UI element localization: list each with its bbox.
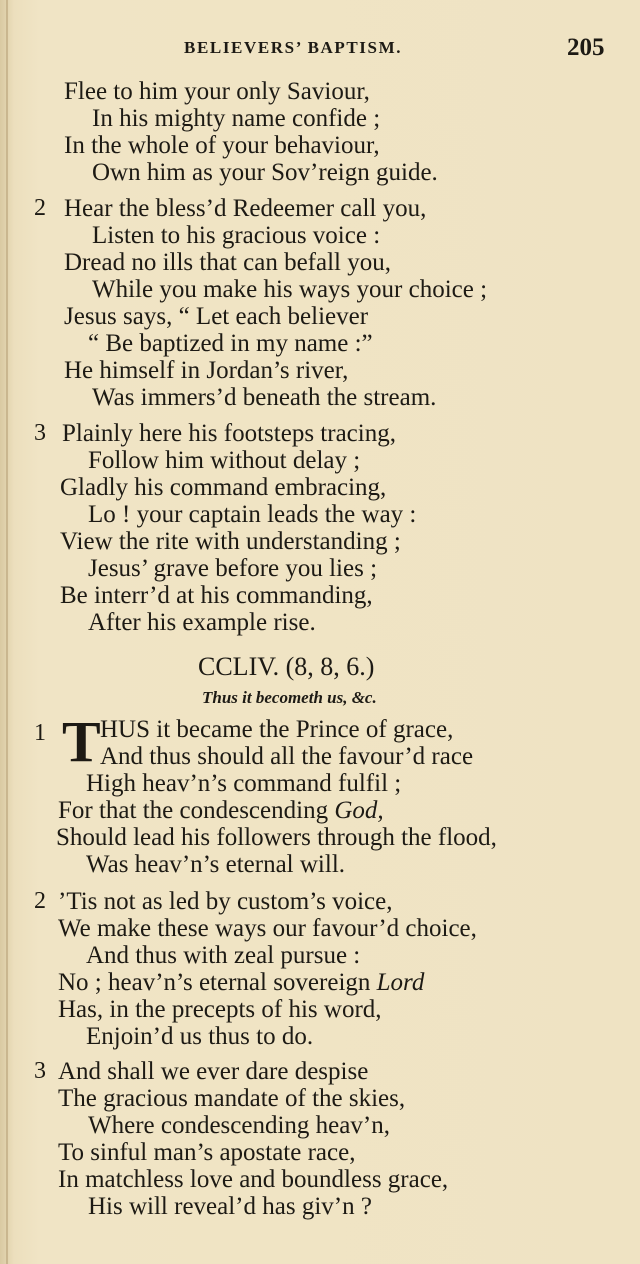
verse-line: Jesus says, “ Let each believer — [64, 303, 369, 330]
verse-line: ’Tis not as led by custom’s voice, — [58, 888, 393, 915]
stanza-number: 3 — [34, 420, 46, 446]
running-title: BELIEVERS’ BAPTISM. — [184, 38, 403, 57]
verse-line: Dread no ills that can befall you, — [64, 249, 391, 276]
verse-line: High heav’n’s command fulfil ; — [86, 770, 402, 797]
verse-line: View the rite with understanding ; — [60, 528, 401, 555]
page-header — [0, 34, 640, 64]
verse-line: And shall we ever dare despise — [58, 1058, 369, 1085]
verse-line: To sinful man’s apostate race, — [58, 1139, 356, 1166]
hymn-subtitle: Thus it becometh us, &c. — [202, 688, 377, 707]
verse-line: In matchless love and boundless grace, — [58, 1166, 449, 1193]
verse-line: Own him as your Sov’reign guide. — [92, 159, 438, 186]
verse-emphasis: Lord — [376, 969, 425, 996]
verse-line: Gladly his command embracing, — [60, 474, 387, 501]
verse-line: He himself in Jordan’s river, — [64, 357, 349, 384]
verse-line: And thus should all the favour’d race — [100, 743, 474, 770]
verse-line — [58, 969, 424, 996]
verse-line: Was heav’n’s eternal will. — [86, 851, 346, 878]
verse-line: Be interr’d at his commanding, — [60, 582, 373, 609]
verse-line: Was immers’d beneath the stream. — [92, 384, 437, 411]
verse-line: Enjoin’d us thus to do. — [86, 1023, 314, 1050]
hymn-title: CCLIV. (8, 8, 6.) — [198, 652, 375, 681]
stanza-number: 2 — [34, 195, 46, 221]
drop-cap: T — [62, 709, 101, 774]
verse-line — [58, 797, 384, 824]
verse-line: Hear the bless’d Redeemer call you, — [64, 195, 427, 222]
verse-line: In his mighty name confide ; — [92, 105, 381, 132]
page-gutter — [6, 0, 8, 1264]
verse-line: Should lead his followers through the flood, — [56, 824, 497, 851]
verse-line: And thus with zeal pursue : — [86, 942, 361, 969]
verse-text: No ; heav’n’s eternal sovereign — [58, 969, 371, 996]
verse-line: While you make his ways your choice ; — [92, 276, 488, 303]
verse-line: Listen to his gracious voice : — [92, 222, 381, 249]
verse-line: We make these ways our favour’d choice, — [58, 915, 477, 942]
verse-line: After his example rise. — [88, 609, 316, 636]
verse-line: Has, in the precepts of his word, — [58, 996, 382, 1023]
verse-line: HUS it became the Prince of grace, — [100, 716, 454, 743]
verse-line: “ Be baptized in my name :” — [88, 330, 373, 357]
stanza-number: 2 — [34, 888, 46, 914]
verse-line: In the whole of your behaviour, — [64, 132, 380, 159]
stanza-number: 1 — [34, 720, 46, 746]
verse-line: Lo ! your captain leads the way : — [88, 501, 417, 528]
page-number: 205 — [567, 34, 605, 61]
verse-emphasis: God, — [334, 797, 384, 824]
verse-line: Jesus’ grave before you lies ; — [88, 555, 378, 582]
verse-line: Flee to him your only Saviour, — [64, 78, 370, 105]
verse-text: For that the condescending — [58, 797, 329, 824]
verse-line: His will reveal’d has giv’n ? — [88, 1193, 372, 1220]
verse-line: Follow him without delay ; — [88, 447, 361, 474]
verse-line: Plainly here his footsteps tracing, — [62, 420, 396, 447]
verse-line: Where condescending heav’n, — [88, 1112, 390, 1139]
stanza-number: 3 — [34, 1058, 46, 1084]
verse-line: The gracious mandate of the skies, — [58, 1085, 406, 1112]
